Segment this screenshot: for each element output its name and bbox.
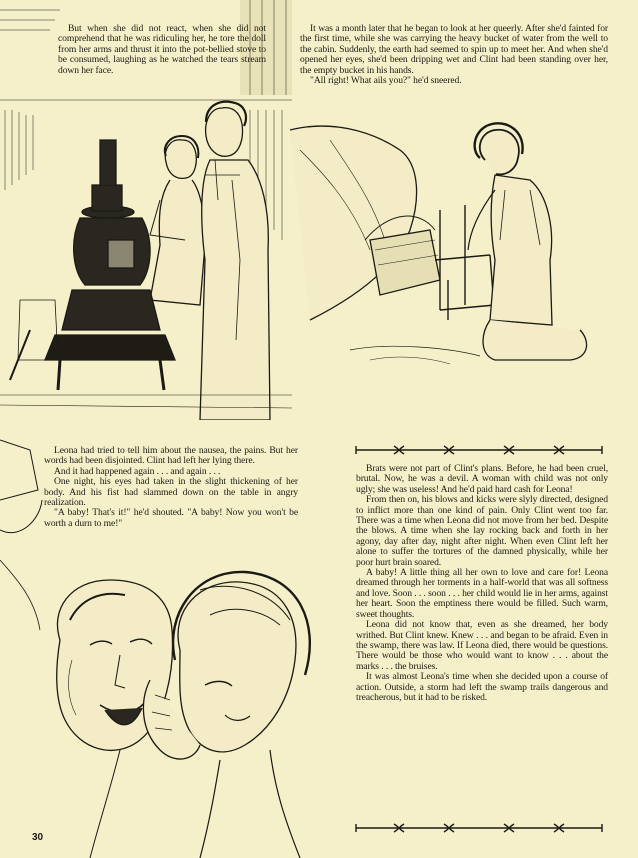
paragraph: Brats were not part of Clint's plans. Before, he had been cruel, brutal. Now, he was a devil. A woman with child was not only ugly; she was useless! And he'd paid hard cash for Leona! [356,463,608,495]
paragraph: "All right! What ails you?" he'd sneered. [310,75,462,87]
ornamental-divider-bottom [354,822,604,834]
paragraph: One night, his eyes had taken in the slight thickening of her body. And his fist had slammed down on the table in angry realization. [44,476,298,509]
text-block-well [300,24,608,86]
text-block-baby [44,446,298,529]
text-block-right-column [356,464,608,703]
paragraph: Leona had tried to tell him about the nausea, the pains. But her words had been disjointed. Clint had left her lying there. [44,445,298,467]
text-block-stove [58,24,266,76]
page-number: 30 [32,832,44,843]
paragraph: From then on, his blows and kicks were slyly directed, designed to inflict more than one kind of pain. Only Clint went too far. There was a time when Leona did not move from her bed. Despite the blows. A time when she lay rocking back and forth in her agony, day after day, night after night. When even Clint left her alone to suffer the tortures of the damned physically, while her poor hurt brain soared. [356,494,608,568]
paragraph: But when she did not react, when she did not comprehend that he was ridiculing her, he tore the doll from her arms and thrust it into the pot-bellied stove to be consumed, laughing as he watched the tears stream down her face. [58,23,266,76]
paragraph: And it had happened again . . . and again . . . [54,465,221,477]
illustration-well-scene [290,120,638,370]
ornamental-divider-top [354,444,604,456]
paragraph: A baby! A little thing all her own to love and care for! Leona dreamed through her torments in a half-world that was all softness and love. Soon . . . soon . . . her child would lie in her arms, against her heart. Soon the emptiness there would be filled. Such warm, sweet thoughts. [356,567,608,620]
paragraph: Leona did not know that, even as she dreamed, her body writhed. But Clint knew. Knew . . . and began to be afraid. Even in the swamp, there was law. If Leona died, there would be questions. There would be those who would want to know . . . about the marks . . . the bruises. [356,619,608,672]
paragraph: It was almost Leona's time when she decided upon a course of action. Outside, a storm had left the swamp trails dangerous and treacherous, but it had to be risked. [356,671,608,703]
paragraph: "A baby! That's it!" he'd shouted. "A baby! Now you won't be worth a durn to me!" [44,507,298,529]
paragraph: It was a month later that he began to look at her queerly. After she'd fainted for the first time, while she was carrying the heavy bucket of water from the well to the cabin. Suddenly, the earth had seemed to spin up to meet her. And when she'd opened her eyes, she'd been dripping wet and Clint had been standing over her, the empty bucket in his hands. [300,23,608,76]
